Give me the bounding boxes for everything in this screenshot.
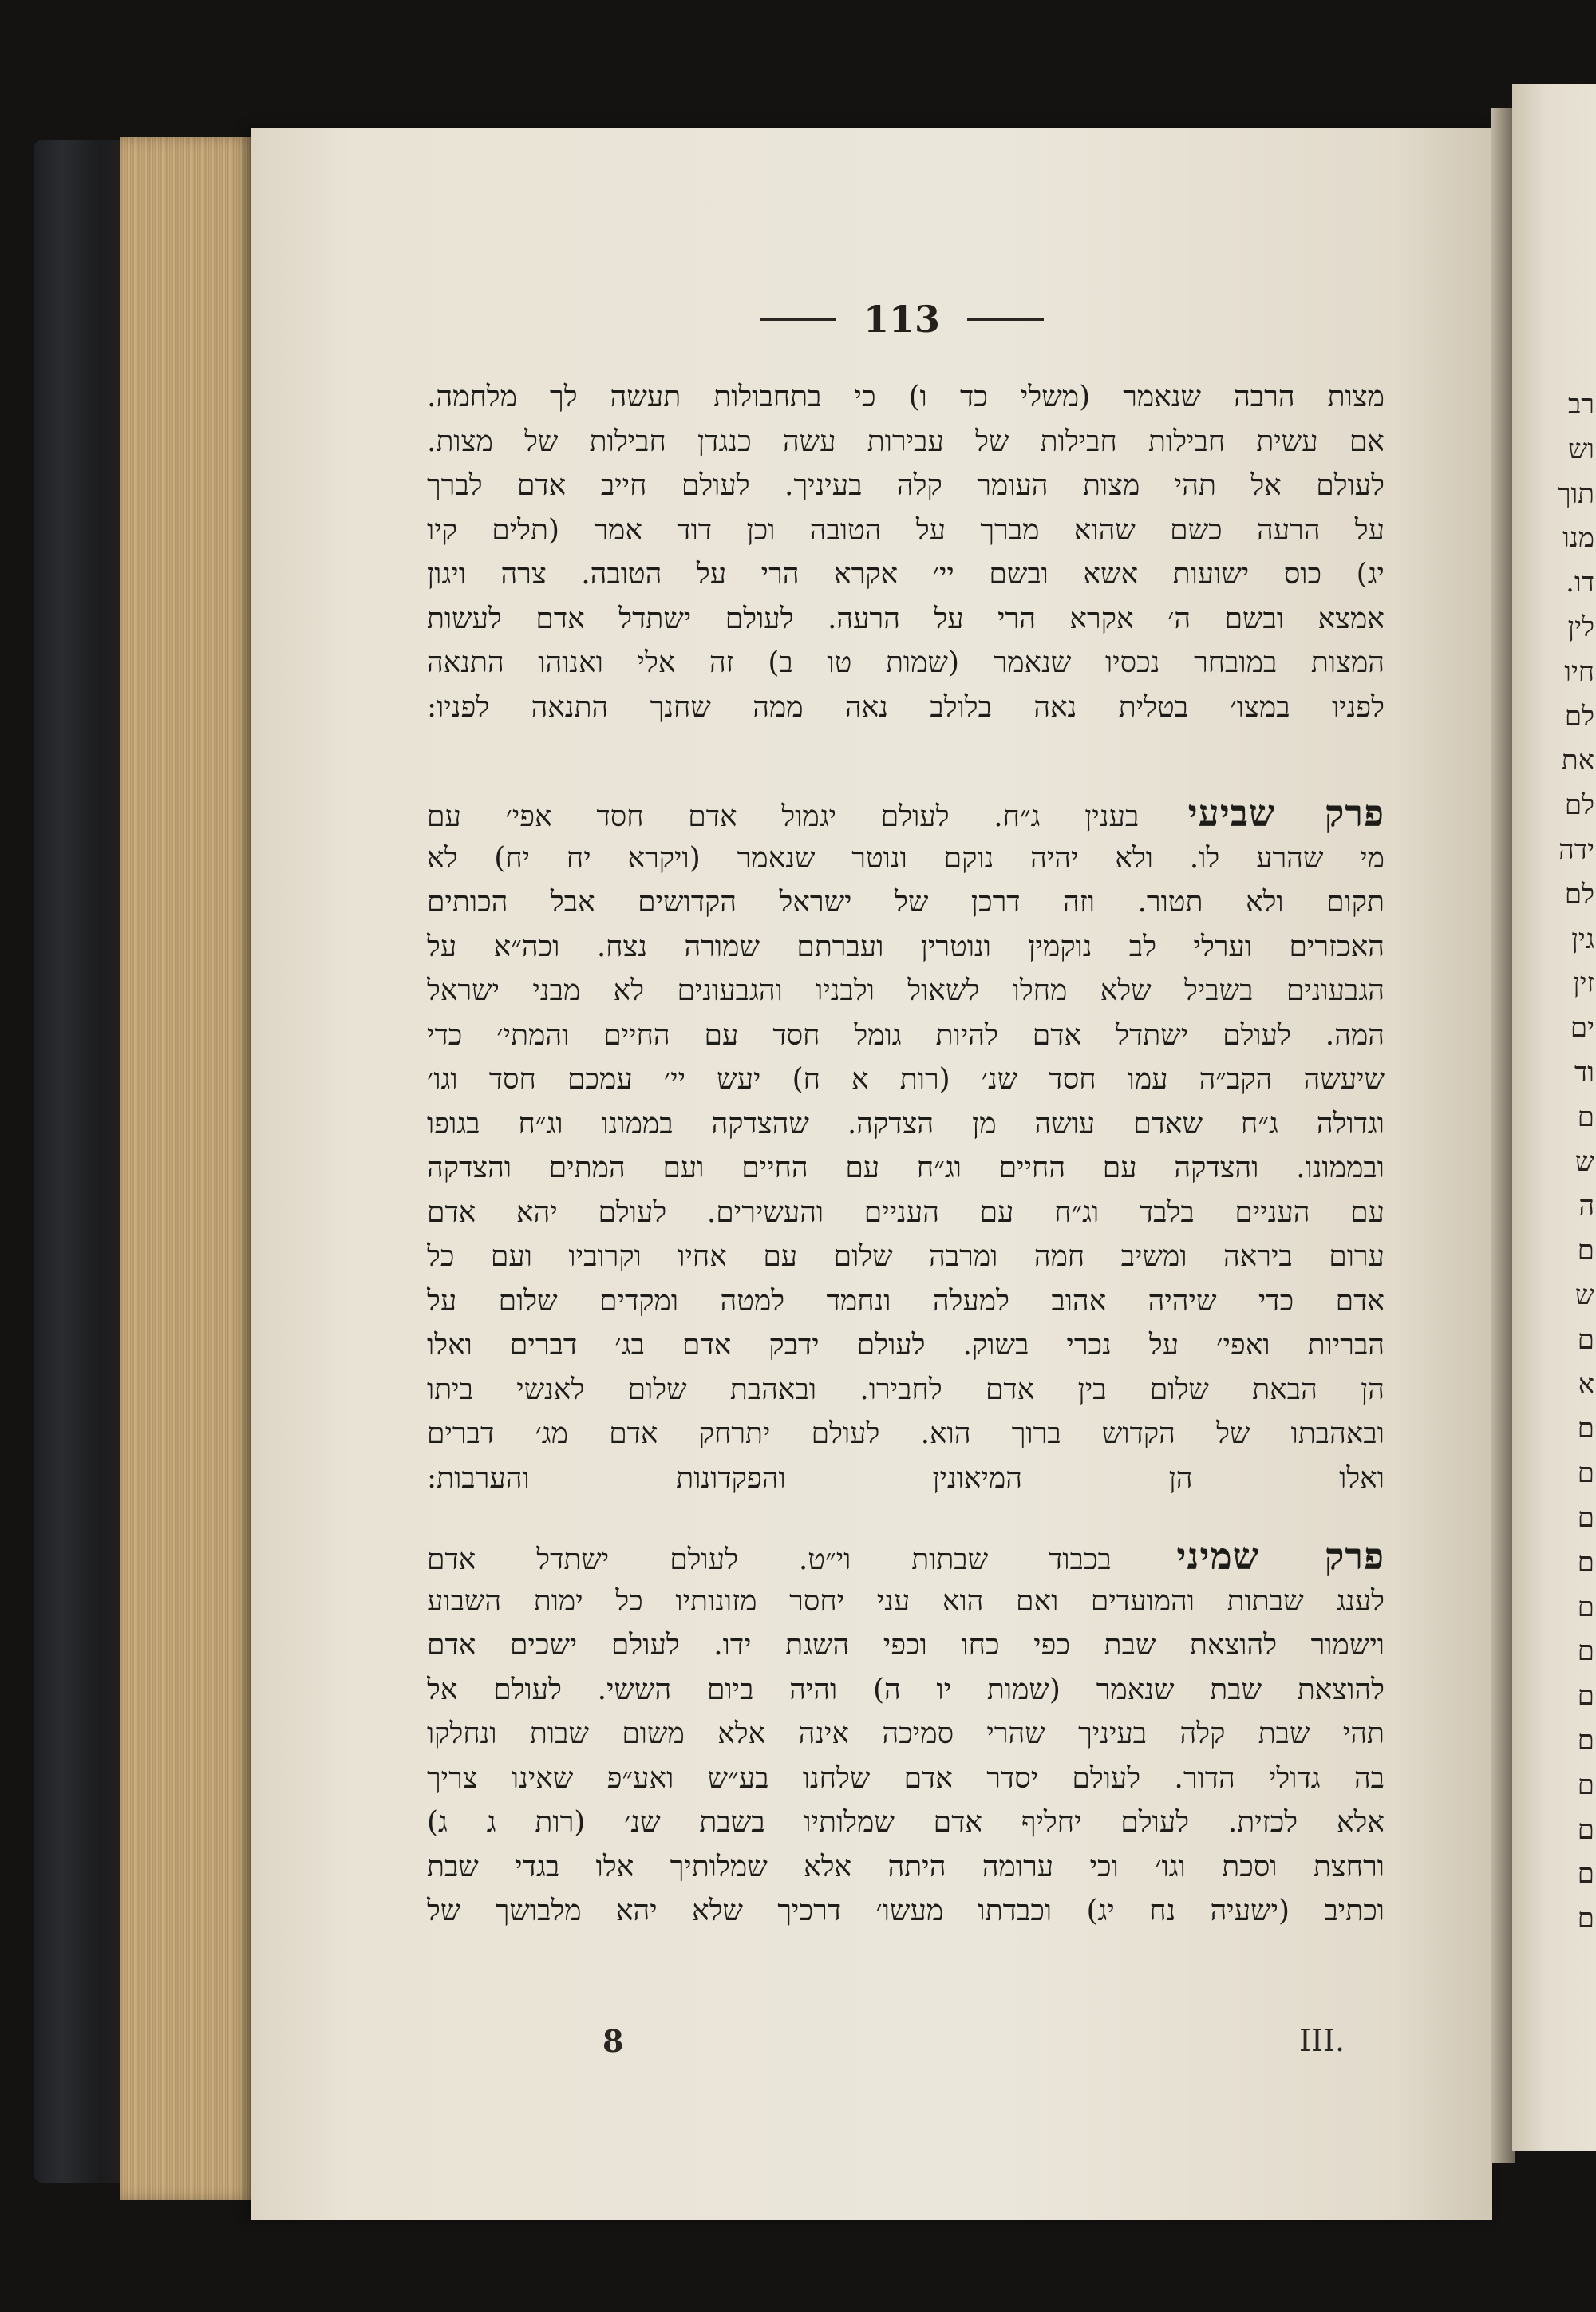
- text-line: ואלו הן המיאונין והפקדונות והערבות:: [427, 1461, 1385, 1495]
- facing-page-fragment: לין: [1567, 611, 1594, 643]
- facing-page-fragment: מנו: [1562, 522, 1594, 555]
- text-line: לענג שבתות והמועדים ואם הוא עני יחסר מזונותיו כל ימות השבוע: [427, 1584, 1385, 1618]
- facing-page-fragment: ם: [1577, 1546, 1594, 1579]
- text-line: וישמור להוצאת שבת כפי כחו וכפי השגת ידו. לעולם ישכים אדם: [427, 1629, 1385, 1662]
- volume-mark: III.: [1299, 2023, 1345, 2058]
- text-line: לפניו במצו׳ בטלית נאה בלולב נאה ממה שחנך התנאה לפניו:: [427, 690, 1385, 724]
- text-line: עם העניים בלבד וג״ח עם העניים והעשירים. לעולם יהא אדם: [427, 1196, 1385, 1229]
- chapter-title: פרק שמיני: [1111, 1535, 1385, 1578]
- facing-page-fragment: את: [1561, 745, 1594, 777]
- text-line: לעולם אל תהי מצות העומר קלה בעיניך. לעולם חייב אדם לברך: [427, 469, 1385, 502]
- text-line: על הרעה כשם שהוא מברך על הטובה וכן דוד אמר (תלים קיו: [427, 513, 1385, 547]
- facing-page-fragment: ידה: [1558, 833, 1594, 866]
- facing-page-fragment: ם: [1577, 1413, 1594, 1445]
- facing-page-fragment: גין: [1571, 923, 1594, 955]
- facing-page-fragment: ם: [1577, 1724, 1594, 1757]
- text-line: ערום ביראה ומשיב חמה ומרבה שלום עם אחיו וקרוביו ועם כל: [427, 1240, 1385, 1273]
- facing-page-fragment: חיו: [1564, 655, 1594, 688]
- text-line: מי שהרע לו. ולא יהיה נוקם ונוטר שנאמר (ויקרא יח יח) לא: [427, 841, 1385, 875]
- text-line: וכתיב (ישעיה נח יג) וכבדתו מעשו׳ דרכיך שלא יהא מלבושך של: [427, 1895, 1385, 1927]
- text-line: אם עשית חבילות חבילות של עבירות עשה כנגדן חבילות של מצות.: [427, 425, 1385, 458]
- text-line: [427, 792, 1385, 836]
- facing-page-fragment: ם: [1577, 1680, 1594, 1713]
- facing-page-fragment: ה: [1578, 1190, 1594, 1223]
- facing-page-fragment: וד: [1574, 1056, 1594, 1089]
- text-line: שיעשה הקב״ה עמו חסד שנ׳ (רות א ח) יעש יי׳ עמכם חסד וגו׳: [427, 1063, 1385, 1096]
- facing-page-fragment: לם: [1564, 878, 1594, 911]
- facing-page-fragment: ש: [1574, 1279, 1594, 1311]
- text-line-content: בכבוד שבתות וי״ט. לעולם ישתדל אדם: [427, 1543, 1112, 1576]
- text-line: האכזרים וערלי לב נוקמין ונוטרין ועברתם שמורה נצח. וכה״א על: [427, 930, 1385, 963]
- facing-page-fragment: לם: [1564, 789, 1594, 822]
- text-line: הגבעונים בשביל שלא מחלו לשאול ולבניו והגבעונים לא מבני ישראל: [427, 974, 1385, 1007]
- text-line: תהי שבת קלה בעיניך שהרי סמיכה אינה אלא משום שבות ונחלקו: [427, 1717, 1385, 1750]
- text-line: הבריות ואפי׳ על נכרי בשוק. לעולם ידבק אדם בג׳ דברים ואלו: [427, 1329, 1385, 1362]
- book-gutter: [1491, 108, 1515, 2163]
- book-binding: [34, 140, 129, 2183]
- page-edges: [120, 137, 255, 2200]
- text-line: בה גדולי הדור. לעולם יסדר אדם שלחנו בע״ש ואע״פ שאינו צריך: [427, 1761, 1385, 1795]
- facing-page-fragment: ם: [1577, 1769, 1594, 1801]
- facing-page-fragment: תוך: [1557, 477, 1594, 510]
- page-header: [742, 295, 1061, 343]
- paragraph-chapter-8: [427, 1535, 1385, 1934]
- text-line: מצות הרבה שנאמר (משלי כד ו) כי בתחבולות תעשה לך מלחמה.: [427, 381, 1385, 413]
- text-line-content: בענין ג״ח. לעולם יגמול אדם חסד אפי׳ עם: [427, 800, 1140, 833]
- text-line: אמצא ובשם ה׳ אקרא הרי על הרעה. לעולם ישתדל אדם לעשות: [427, 602, 1385, 635]
- text-line: המצות במובחר נכסיו שנאמר (שמות טו ב) זה אלי ואנוהו התנאה: [427, 646, 1385, 679]
- facing-page-fragment: ש: [1574, 1145, 1594, 1178]
- text-line: אלא לכזית. לעולם יחליף אדם שמלותיו בשבת שנ׳ (רות ג ג): [427, 1806, 1385, 1839]
- facing-page-fragment: ם: [1577, 1635, 1594, 1668]
- text-line: המה. לעולם ישתדל אדם להיות גומל חסד עם החיים והמתי׳ כדי: [427, 1018, 1385, 1052]
- facing-page-fragment: לם: [1564, 700, 1594, 733]
- text-line: אדם כדי שיהיה אהוב למעלה ונחמד למטה ומקדים שלום על: [427, 1284, 1385, 1318]
- facing-page-fragment: ם: [1577, 1591, 1594, 1623]
- text-line: [427, 1535, 1385, 1579]
- facing-page-fragment: ם: [1577, 1323, 1594, 1356]
- facing-page-fragment: רב: [1567, 389, 1594, 421]
- header-rule-right: [967, 318, 1044, 321]
- header-rule-left: [760, 318, 836, 321]
- signature-mark: 8: [602, 2023, 624, 2059]
- text-line: ובאהבתו של הקדוש ברוך הוא. לעולם יתרחק אדם מג׳ דברים: [427, 1417, 1385, 1450]
- facing-page-fragment: ם: [1577, 1501, 1594, 1534]
- text-line: ובממונו. והצדקה עם החיים וג״ח עם החיים ועם המתים והצדקה: [427, 1152, 1385, 1184]
- text-line: תקום ולא תטור. וזה דרכן של ישראל הקדושים אבל הכותים: [427, 886, 1385, 919]
- facing-page-fragment: דו.: [1566, 567, 1594, 599]
- facing-page-text: [1547, 383, 1594, 1942]
- facing-page-fragment: א: [1578, 1368, 1594, 1401]
- page-number: 113: [863, 298, 941, 341]
- facing-page-fragment: ם: [1577, 1903, 1594, 1935]
- facing-page-fragment: וש: [1568, 433, 1594, 465]
- paragraph-chapter-7: [427, 792, 1385, 1500]
- facing-page-fragment: ים: [1570, 1012, 1594, 1045]
- paragraph-1: [427, 375, 1385, 729]
- facing-page-fragment: זין: [1572, 967, 1594, 1000]
- text-line: וגדולה ג״ח שאדם עושה מן הצדקה. שהצדקה בממונו וג״ח בגופו: [427, 1107, 1385, 1140]
- chapter-title: פרק שביעי: [1139, 792, 1385, 835]
- facing-page-fragment: ם: [1577, 1813, 1594, 1846]
- facing-page-fragment: ם: [1577, 1101, 1594, 1133]
- text-line: להוצאת שבת שנאמר (שמות יו ה) והיה ביום הששי. לעולם אל: [427, 1673, 1385, 1706]
- facing-page-fragment: ם: [1577, 1858, 1594, 1891]
- text-line: יג) כוס ישועות אשא ובשם יי׳ אקרא הרי על הטובה. צרה ויגון: [427, 558, 1385, 591]
- text-line: הן הבאת שלום בין אדם לחבירו. ובאהבת שלום לאנשי ביתו: [427, 1373, 1385, 1406]
- facing-page-fragment: ם: [1577, 1457, 1594, 1490]
- facing-page-fragment: ם: [1577, 1235, 1594, 1267]
- text-line: ורחצת וסכת וגו׳ וכי ערומה היתה אלא שמלותיך אלו בגדי שבת: [427, 1850, 1385, 1883]
